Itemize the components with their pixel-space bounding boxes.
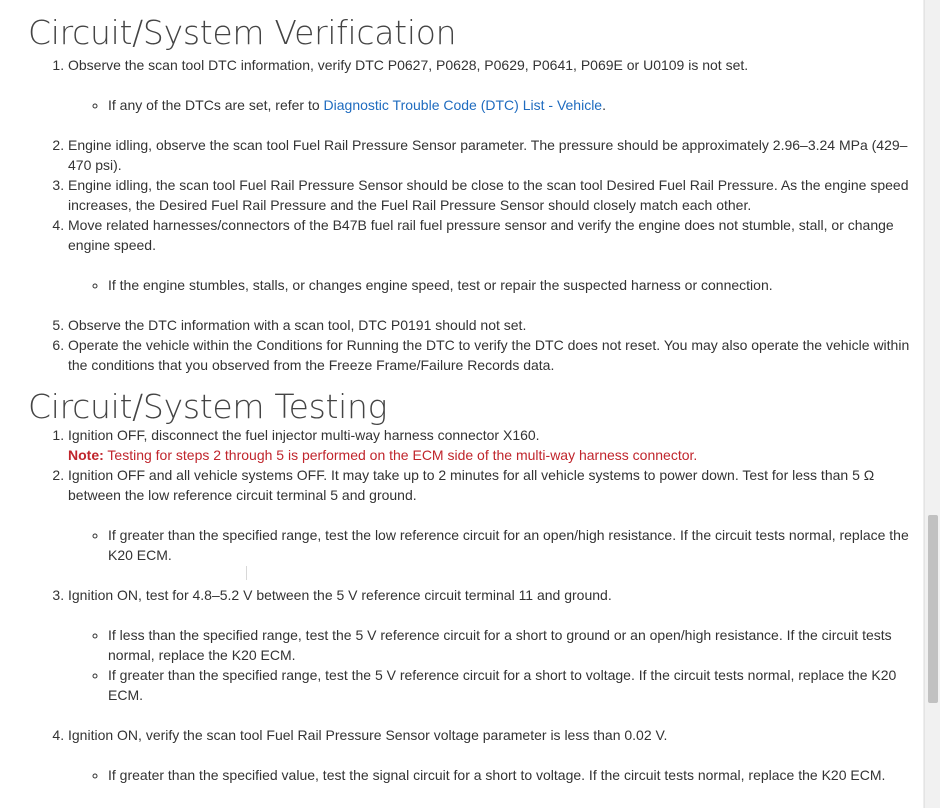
document-content — [28, 0, 914, 808]
list-item — [68, 315, 914, 335]
list-item — [68, 725, 914, 785]
sub-list-item: ◦ If greater than the specified value, test the signal circuit for a short to voltage. If the circuit tests normal, replace the K20 ECM. — [108, 765, 914, 785]
step-text: Ignition ON, test for 4.8–5.2 V between the 5 V reference circuit terminal 11 and ground. — [68, 587, 612, 603]
sub-list-item — [108, 95, 914, 115]
sub-list-item: ◦ If the engine stumbles, stalls, or changes engine speed, test or repair the suspected harness or connection. — [108, 275, 914, 295]
sub-list-item: ◦ If greater than the specified range, test the 5 V reference circuit for a short to voltage. If the circuit tests normal, replace the K20 ECM. — [108, 665, 914, 705]
sub-text: If any of the DTCs are set, refer to — [108, 97, 324, 113]
step-text: Engine idling, the scan tool Fuel Rail Pressure Sensor should be close to the scan tool Desired Fuel Rail Pressure. As the engine speed increases, the Desired Fuel Rail Pressure and the Fuel Rail Pressure Sensor should closely match each other. — [68, 177, 909, 213]
testing-steps — [28, 425, 914, 785]
verification-steps — [28, 55, 914, 375]
list-item — [68, 175, 914, 215]
list-item — [68, 425, 914, 465]
step-text: Ignition OFF and all vehicle systems OFF. It may take up to 2 minutes for all vehicle systems to power down. Test for less than 5 Ω between the low reference circuit terminal 5 and ground. — [68, 467, 875, 503]
text-cursor — [246, 566, 247, 580]
list-item — [68, 335, 914, 375]
sub-list-item: ◦ If less than the specified range, test the 5 V reference circuit for a short to ground or an open/high resistance. If the circuit tests normal, replace the K20 ECM. — [108, 625, 914, 665]
sub-list — [68, 525, 914, 565]
list-item — [68, 465, 914, 565]
step-text: Ignition ON, verify the scan tool Fuel Rail Pressure Sensor voltage parameter is less than 0.02 V. — [68, 727, 668, 743]
list-item — [68, 215, 914, 295]
note-label: Note: — [68, 447, 104, 463]
sub-list — [68, 765, 914, 785]
section-title-verification: Circuit/System Verification — [28, 13, 457, 52]
sub-list — [68, 95, 914, 115]
list-item — [68, 55, 914, 115]
step-text: Move related harnesses/connectors of the B47B fuel rail fuel pressure sensor and verify the engine does not stumble, stall, or change engine speed. — [68, 217, 894, 253]
step-text: Ignition OFF, disconnect the fuel injector multi-way harness connector X160. — [68, 427, 540, 443]
step-text: Observe the scan tool DTC information, verify DTC P0627, P0628, P0629, P0641, P069E or U0109 is not set. — [68, 57, 749, 73]
sub-list — [68, 625, 914, 705]
sub-list — [68, 275, 914, 295]
step-text: Observe the DTC information with a scan tool, DTC P0191 should not set. — [68, 317, 527, 333]
scrollbar-thumb[interactable] — [928, 515, 938, 703]
note — [68, 447, 697, 463]
dtc-list-link[interactable]: Diagnostic Trouble Code (DTC) List - Vehicle — [323, 97, 603, 113]
sub-list-item: ◦ If greater than the specified range, test the low reference circuit for an open/high resistance. If the circuit tests normal, replace the K20 ECM. — [108, 525, 914, 565]
step-text: Operate the vehicle within the Conditions for Running the DTC to verify the DTC does not reset. You may also operate the vehicle within the conditions that you observed from the Freeze Frame/Failure Records data. — [68, 337, 910, 373]
list-item — [68, 585, 914, 705]
note-text: Testing for steps 2 through 5 is performed on the ECM side of the multi-way harness connector. — [103, 447, 698, 463]
sub-text-suffix: . — [602, 97, 606, 113]
section-title-testing: Circuit/System Testing — [28, 387, 388, 426]
vertical-scrollbar[interactable] — [924, 0, 940, 808]
step-text: Engine idling, observe the scan tool Fuel Rail Pressure Sensor parameter. The pressure should be approximately 2.96–3.24 MPa (429–470 psi). — [68, 137, 908, 173]
list-item — [68, 135, 914, 175]
